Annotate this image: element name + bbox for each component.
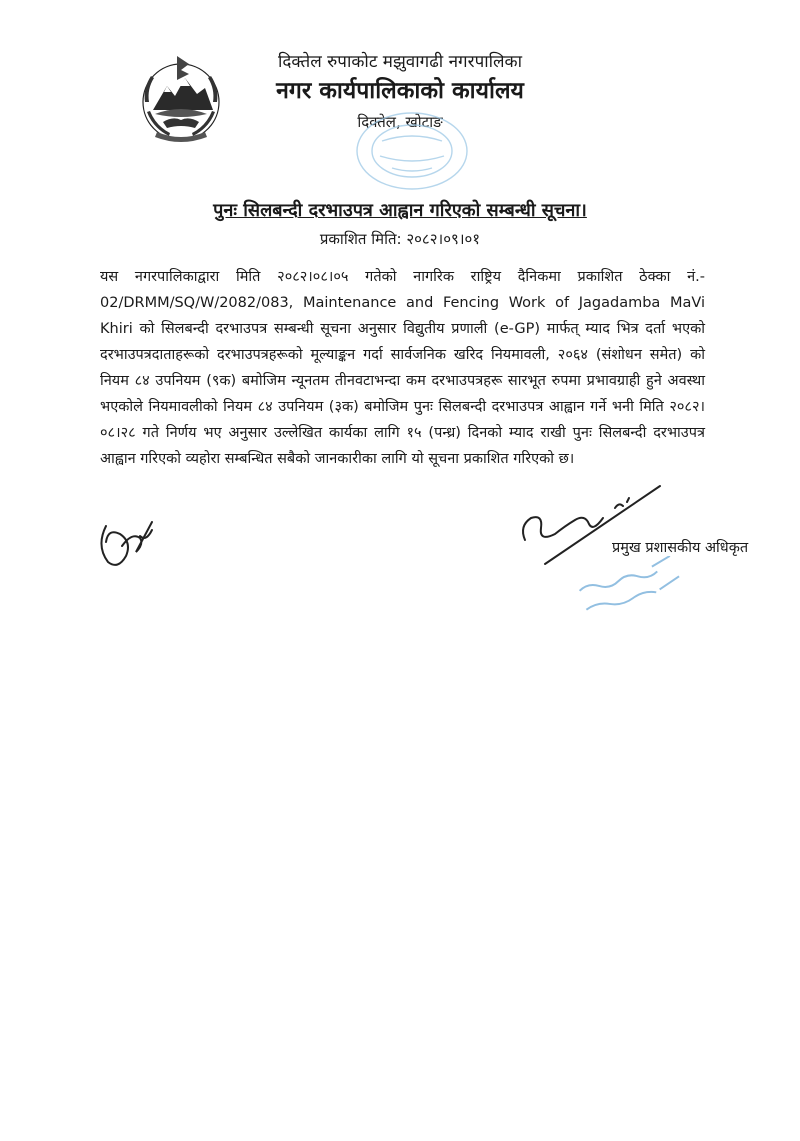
- notice-body: यस नगरपालिकाद्वारा मिति २०८२।०८।०५ गतेको नागरिक राष्ट्रिय दैनिकमा प्रकाशित ठेक्का नं.- 02/DRMM/SQ/W/2082/083, Maintenance and Fencing Work of Jagadamba MaVi Khiri को सिलबन्दी दरभाउपत्र सम्बन्धी सूचना अनुसार विद्युतीय प्रणाली (e-GP) मार्फत् म्याद भित्र दर्ता भएको दरभाउपत्रदाताहरूको दरभाउपत्रहरूको मूल्याङ्कन गर्दा सार्वजनिक खरिद नियमावली, २०६४ (संशोधन समेत) को नियम ८४ उपनियम (९क) बमोजिम न्यूनतम तीनवटाभन्दा कम दरभाउपत्रहरू सारभूत रुपमा प्रभावग्राही हुने अवस्था भएकोले नियमावलीको नियम ८४ उपनियम (३क) बमोजिम पुनः सिलबन्दी दरभाउपत्र आह्वान गर्ने भनी मिति २०८२।०८।२८ गते निर्णय भए अनुसार उल्लेखित कार्यका लागि १५ (पन्ध्र) दिनको म्याद राखी पुनः सिलबन्दी दरभाउपत्र आह्वान गरिएको व्यहोरा सम्बन्धित सबैको जानकारीका लागि यो सूचना प्रकाशित गरिएको छ।: [100, 269, 705, 467]
- municipality-name: दिक्तेल रुपाकोट मझुवागढी नगरपालिका: [277, 52, 523, 72]
- office-name: नगर कार्यपालिकाको कार्यालय: [276, 78, 524, 104]
- publication-date: प्रकाशित मिति: २०८२।०९।०१: [319, 230, 481, 248]
- office-stamp-icon: [572, 556, 692, 616]
- office-address: दिक्तेल, खोटाङ: [357, 113, 443, 131]
- nepal-government-emblem-icon: [133, 50, 229, 146]
- notice-title: पुनः सिलबन्दी दरभाउपत्र आह्वान गरिएको सम्बन्धी सूचना।: [213, 200, 587, 221]
- handwritten-signature-icon: [92, 506, 162, 576]
- office-stamp-icon: [342, 106, 472, 196]
- signatory-title: प्रमुख प्रशासकीय अधिकृत: [612, 540, 749, 556]
